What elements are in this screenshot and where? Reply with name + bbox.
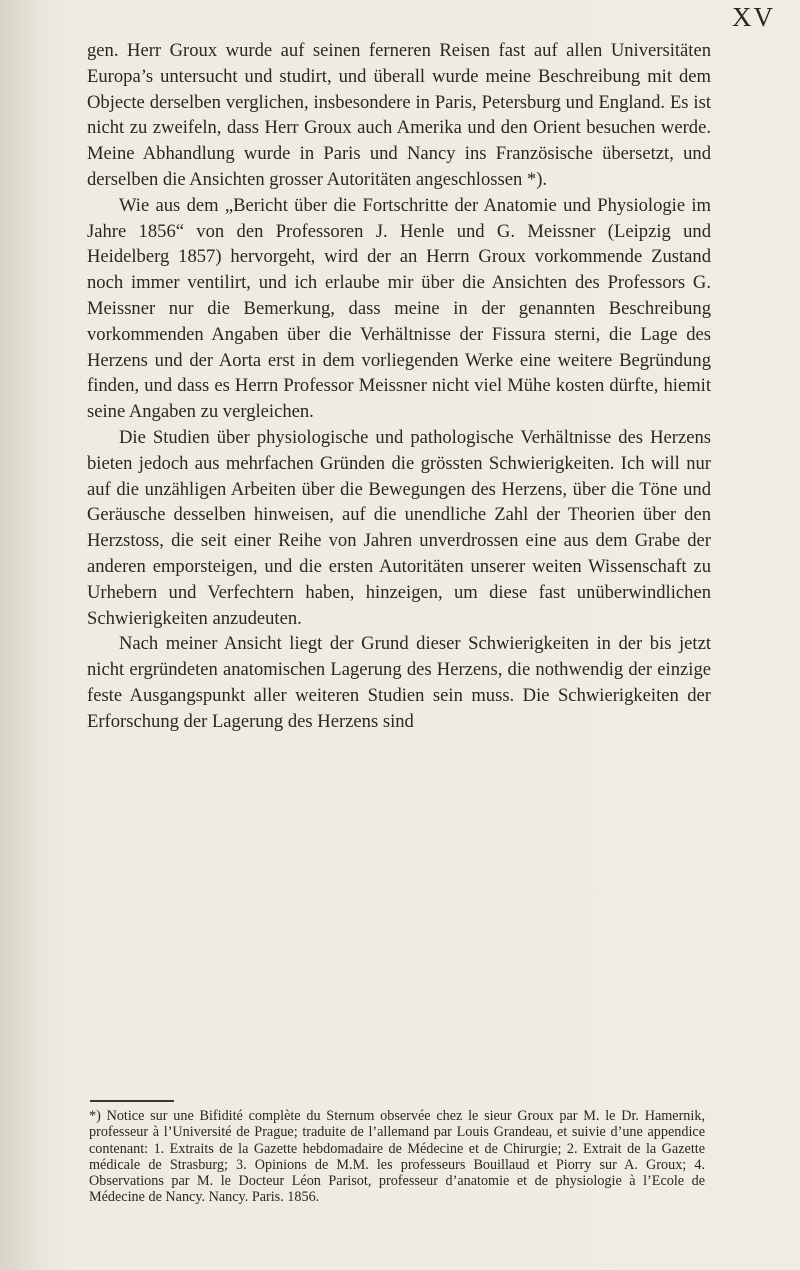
- paragraph-3: Die Studien über physiologische und pathologische Verhältnisse des Herzens bieten jedoch aus mehrfachen Gründen die grössten Schwierigkeiten. Ich will nur auf die unzähligen Arbeiten über die Bewegungen des Herzens, über die Töne und Geräusche desselben hinweisen, auf die unendliche Zahl der Theorien über den Herzstoss, die seit einer Reihe von Jahren unverdrossen eine aus dem Grabe der anderen emporsteigen, und die ersten Autoritäten unserer weiten Wissenschaft zu Urhebern und Verfechtern haben, hinzeigen, um diese fast unüberwindlichen Schwierigkeiten anzudeuten.: [87, 426, 711, 629]
- main-text: [87, 38, 711, 735]
- paragraph-4: Nach meiner Ansicht liegt der Grund dieser Schwierigkeiten in der bis jetzt nicht ergründeten anatomischen Lagerung des Herzens, die nothwendig der einzige feste Ausgangspunkt aller weiteren Studien sein muss. Die Schwierigkeiten der Erforschung der Lagerung des Herzens sind: [87, 633, 711, 732]
- paragraph-2: Wie aus dem „Bericht über die Fortschritte der Anatomie und Physiologie im Jahre 1856“ von den Professoren J. Henle und G. Meissner (Leipzig und Heidelberg 1857) hervorgeht, wird der an Herrn Groux vorkommende Zustand noch immer ventilirt, und ich erlaube mir über die Ansichten des Professors G. Meissner nur die Bemerkung, dass meine in der genannten Beschreibung vorkommenden Angaben über die Verhältnisse der Fissura sterni, die Lage des Herzens und der Aorta erst in dem vorliegenden Werke eine weitere Begründung finden, und dass es Herrn Professor Meissner nicht viel Mühe kosten dürfte, hiemit seine Angaben zu vergleichen.: [87, 194, 711, 423]
- footnote: *) Notice sur une Bifidité complète du Sternum observée chez le sieur Groux par M. le Dr. Hamernik, professeur à l’Université de Prague; traduite de l’allemand par Louis Grandeau, et suivie d’une appendice contenant: 1. Extraits de la Gazette hebdomadaire de Médecine et de Chirurgie; 2. Extrait de la Gazette médicale de Strasburg; 3. Opinions de M.M. les professeurs Bouillaud et Piorry sur A. Groux; 4. Observations par M. le Docteur Léon Parisot, professeur d’anatomie et de physiologie à l’Ecole de Médecine de Nancy. Nancy. Paris. 1856.: [89, 1108, 705, 1206]
- footnotes: [89, 1108, 705, 1206]
- paragraph-1: gen. Herr Groux wurde auf seinen ferneren Reisen fast auf allen Universitäten Europa’s untersucht und studirt, und überall wurde meine Beschreibung mit dem Objecte derselben verglichen, insbesondere in Paris, Petersburg und England. Es ist nicht zu zweifeln, dass Herr Groux auch Amerika und den Orient besuchen werde. Meine Abhandlung wurde in Paris und Nancy ins Französische übersetzt, und derselben die Ansichten grosser Autoritäten angeschlossen *).: [87, 40, 711, 190]
- footnote-rule: [90, 1100, 174, 1102]
- page-number: XV: [732, 2, 775, 32]
